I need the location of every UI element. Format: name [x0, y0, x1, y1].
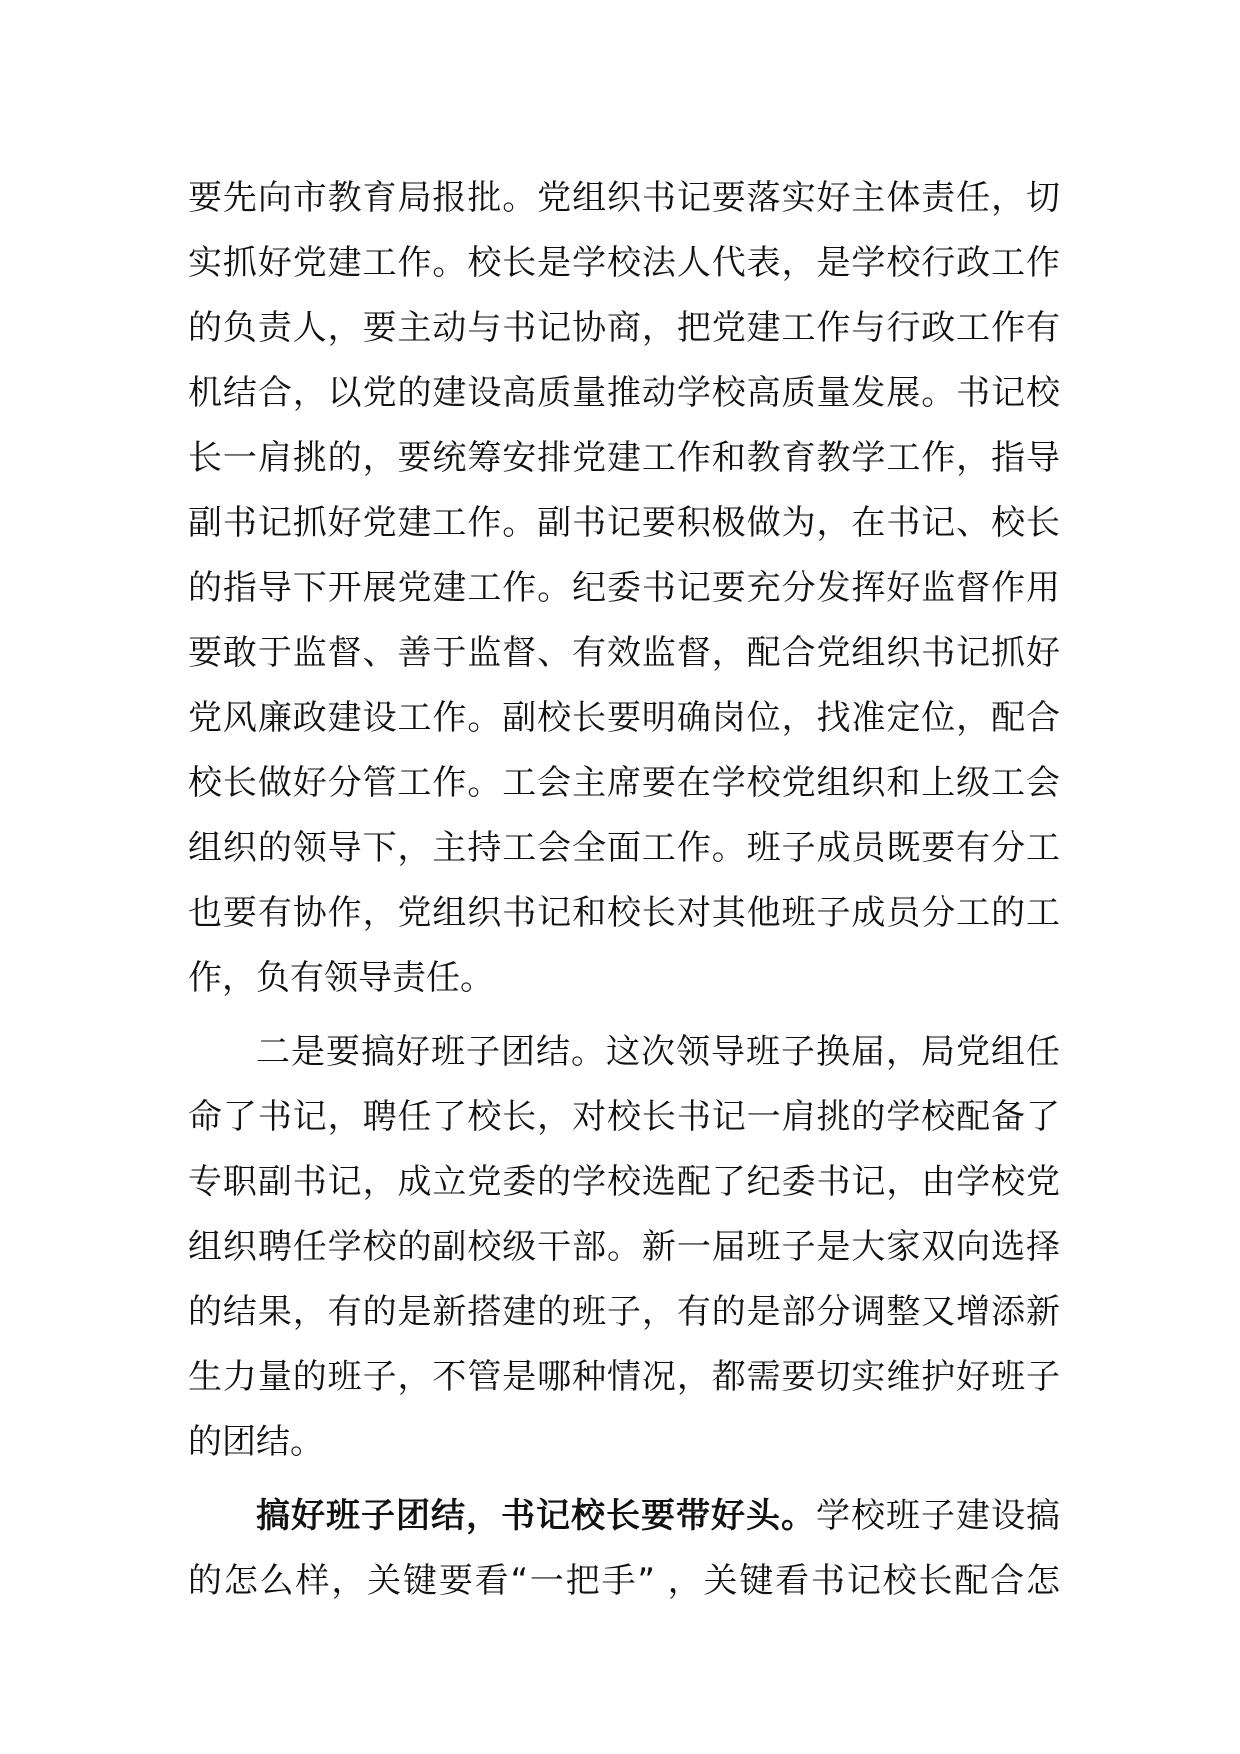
paragraph-gap [188, 1475, 1060, 1484]
text-line: 生力量的班子，不管是哪种情况，都需要切实维护好班子 [188, 1357, 1060, 1397]
paragraph-gap [188, 1011, 1060, 1020]
paragraph-2 [188, 1020, 1060, 1475]
text-line: 的结果，有的是新搭建的班子，有的是部分调整又增添新 [188, 1292, 1060, 1332]
text-line: 命了书记，聘任了校长，对校长书记一肩挑的学校配备了 [188, 1097, 1060, 1137]
text-line: 要敢于监督、善于监督、有效监督，配合党组织书记抓好 [188, 633, 1060, 673]
text-run: 学校班子建设搞 [816, 1496, 1060, 1536]
text-line: 长一肩挑的，要统筹安排党建工作和教育教学工作，指导 [188, 438, 1060, 478]
text-line: 要先向市教育局报批。党组织书记要落实好主体责任，切 [188, 178, 1060, 218]
text-line: 副书记抓好党建工作。副书记要积极做为，在书记、校长 [188, 503, 1060, 543]
bold-lead-sentence: 搞好班子团结，书记校长要带好头。 [256, 1496, 816, 1536]
text-line: 实抓好党建工作。校长是学校法人代表，是学校行政工作 [188, 243, 1060, 283]
paragraph-3 [188, 1484, 1060, 1614]
text-line: 的团结。 [188, 1422, 324, 1462]
document-body [188, 166, 1060, 1614]
paragraph-1 [188, 166, 1060, 1011]
text-line: 的怎么样，关键要看“一把手” ，关键看书记校长配合怎 [188, 1561, 1060, 1601]
text-line: 机结合，以党的建设高质量推动学校高质量发展。书记校 [188, 373, 1060, 413]
text-line: 也要有协作，党组织书记和校长对其他班子成员分工的工 [188, 893, 1060, 933]
text-line: 组织的领导下，主持工会全面工作。班子成员既要有分工 [188, 828, 1060, 868]
text-line [188, 1484, 1060, 1549]
text-line: 专职副书记，成立党委的学校选配了纪委书记，由学校党 [188, 1162, 1060, 1202]
text-line: 的指导下开展党建工作。纪委书记要充分发挥好监督作用 [188, 568, 1060, 608]
text-line: 组织聘任学校的副校级干部。新一届班子是大家双向选择 [188, 1227, 1060, 1267]
text-line: 党风廉政建设工作。副校长要明确岗位，找准定位，配合 [188, 698, 1060, 738]
text-line: 二是要搞好班子团结。这次领导班子换届，局党组任 [256, 1032, 1060, 1072]
text-line: 的负责人，要主动与书记协商，把党建工作与行政工作有 [188, 308, 1060, 348]
text-line: 校长做好分管工作。工会主席要在学校党组织和上级工会 [188, 763, 1060, 803]
text-line: 作，负有领导责任。 [188, 958, 494, 998]
